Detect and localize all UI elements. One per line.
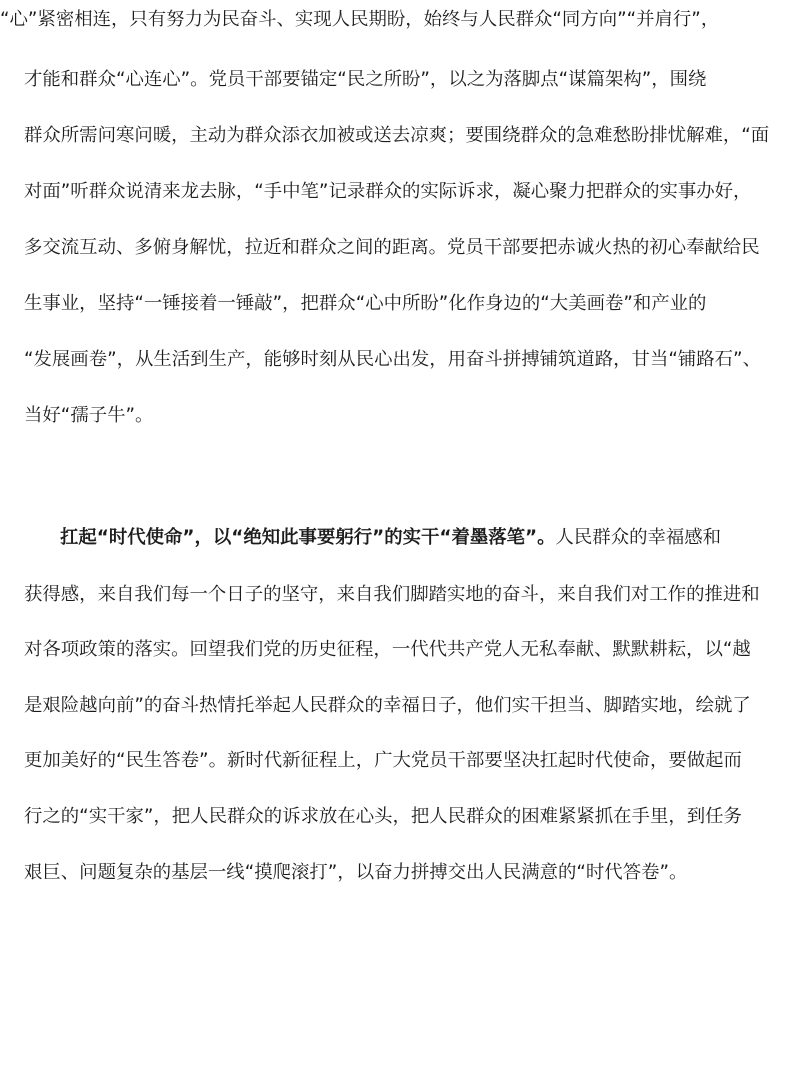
paragraph-1-line-4: 对面”听群众说清来龙去脉，“手中笔”记录群众的实际诉求，凝心聚力把群众的实事办好， [24,181,752,202]
paragraph-1-line-6: 生事业，坚持“一锤接着一锤敲”，把群众“心中所盼”化作身边的“大美画卷”和产业的 [24,293,707,314]
paragraph-2-line-2: 获得感，来自我们每一个日子的坚守，来自我们脚踏实地的奋斗，来自我们对工作的推进和 [24,584,760,605]
paragraph-1-line-3: 群众所需问寒问暖，主动为群众添衣加被或送去凉爽；要围绕群众的急难愁盼排忧解难，“面 [24,125,770,146]
paragraph-1-line-1: “心”紧密相连，只有努力为民奋斗、实现人民期盼，始终与人民群众“同方向”“并肩行”， [0,9,720,30]
paragraph-2-line-4: 是艰险越向前”的奋斗热情托举起人民群众的幸福日子，他们实干担当、脚踏实地，绘就了 [24,695,751,716]
paragraph-2-line-5: 更加美好的“民生答卷”。新时代新征程上，广大党员干部要坚决扛起时代使命，要做起而 [24,750,742,771]
paragraph-2-line-6: 行之的“实干家”，把人民群众的诉求放在心头，把人民群众的困难紧紧抓在手里，到任务 [24,806,742,827]
paragraph-2-heading: 扛起“时代使命”，以“绝知此事要躬行”的实干“着墨落笔”。 [60,527,556,548]
paragraph-1-line-8: 当好“孺子牛”。 [24,405,154,426]
paragraph-1-line-7: “发展画卷”，从生活到生产，能够时刻从民心出发，用奋斗拼搏铺筑道路，甘当“铺路石”、 [24,349,761,370]
paragraph-1-line-5: 多交流互动、多俯身解忧，拉近和群众之间的距离。党员干部要把赤诚火热的初心奉献给民 [24,237,760,258]
paragraph-2-line-1 [60,523,800,553]
paragraph-2-line-3: 对各项政策的落实。回望我们党的历史征程，一代代共产党人无私奉献、默默耕耘，以“越 [24,639,751,660]
paragraph-2-first-line-text: 人民群众的幸福感和 [555,527,722,548]
paragraph-1-line-2: 才能和群众“心连心”。党员干部要锚定“民之所盼”，以之为落脚点“谋篇架构”，围绕 [24,69,707,90]
paragraph-2-line-7: 艰巨、问题复杂的基层一线“摸爬滚打”，以奋力拼搏交出人民满意的“时代答卷”。 [24,862,688,883]
